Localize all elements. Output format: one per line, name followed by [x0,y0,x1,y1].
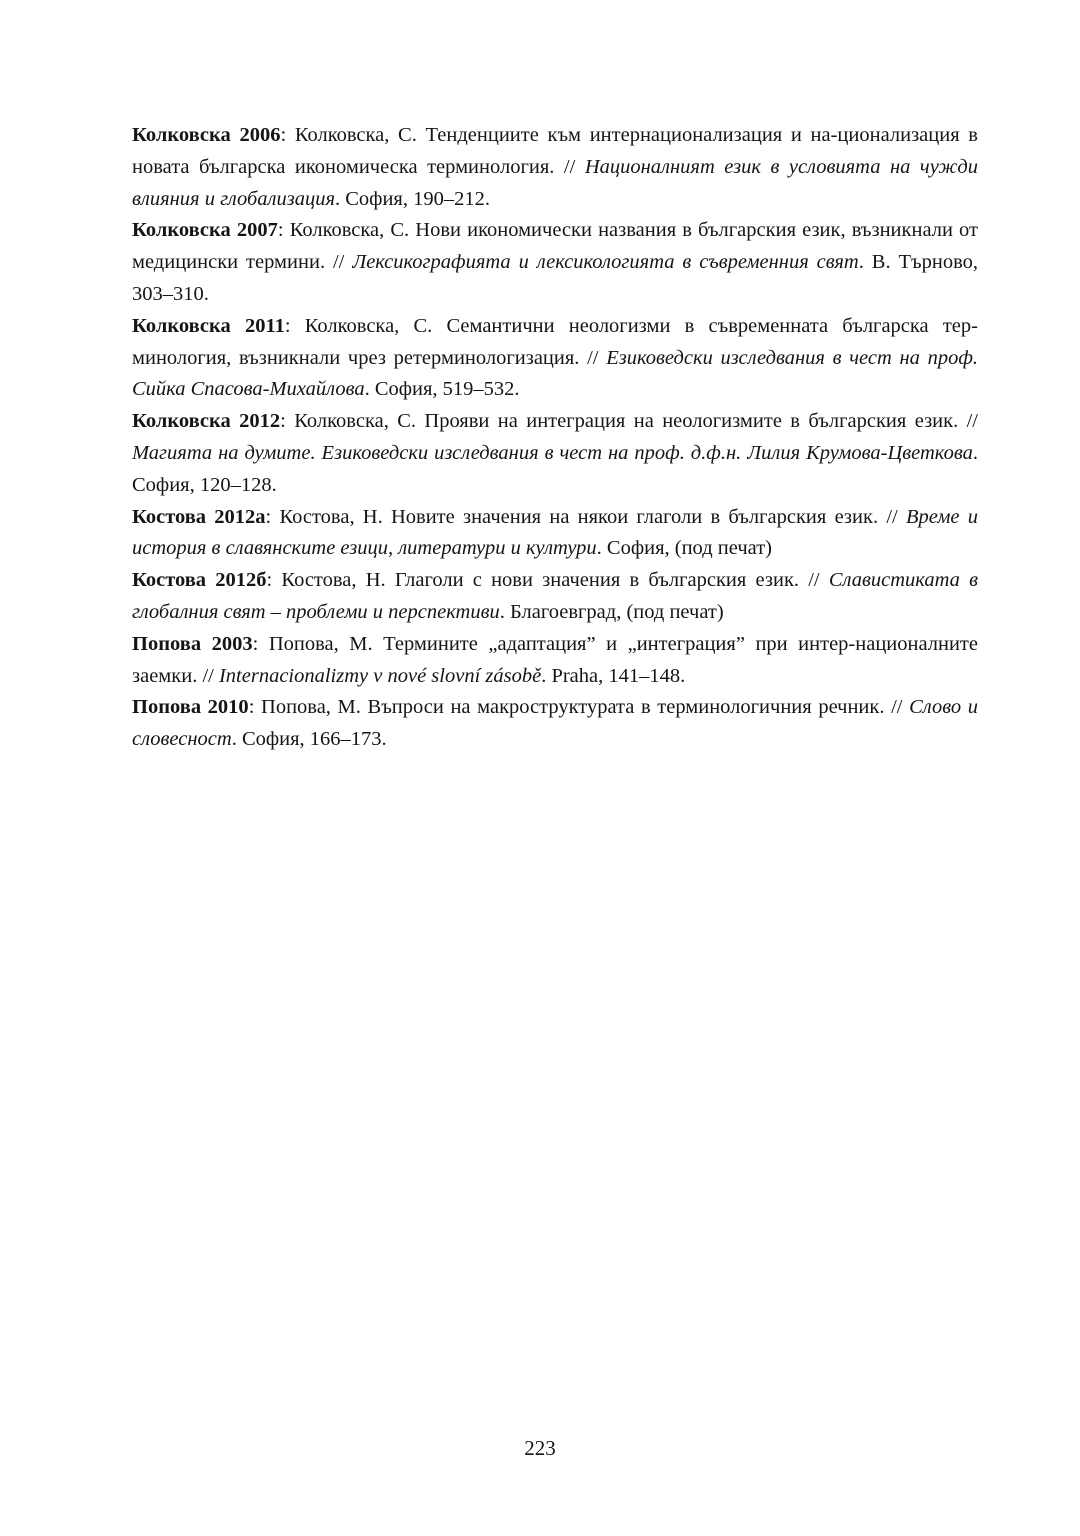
bibliography-entry [132,120,978,215]
entry-title: Езиковедски изследвания в чест на проф. Сийка Спасова-Михайлова [132,346,979,401]
bibliography-entry [132,502,978,566]
entry-tail: . София, (под печат) [596,537,772,560]
entry-tail: . София, 519–532. [364,378,520,401]
entry-key: Попова 2003 [132,632,253,655]
entry-title: Националният език в условията на чужди влияния и глобализация [132,155,978,210]
bibliography-list [132,120,978,756]
bibliography-entry [132,215,978,310]
entry-text: Попова, М. Въпроси на макроструктурата в терминологичния речник. // [261,696,910,719]
entry-key: Попова 2010 [132,696,249,719]
entry-separator: : [248,696,262,719]
entry-key: Колковска 2006 [132,124,281,146]
entry-title: Магията на думите. Езиковедски изследвания в чест на проф. д.ф.н. Лилия Крумова-Цветкова [132,441,973,464]
entry-text: Колковска, С. Тенденциите към интернационализация и на-ционализация в новата българска икономическа терминология. // [132,124,978,178]
bibliography-entry [132,692,978,756]
entry-separator: : [252,632,269,655]
entry-separator: : [284,314,305,337]
entry-separator: : [266,569,282,592]
entry-tail: . София, 190–212. [335,187,490,210]
bibliography-entry [132,629,978,693]
bibliography-entry [132,311,978,406]
page-number: 223 [524,1436,556,1460]
entry-key: Колковска 2011 [132,314,285,337]
entry-text: Колковска, С. Нови икономически названия в българския език, възникнали от медицински термини. // [132,219,978,274]
entry-separator: : [265,505,280,528]
entry-title: Славистиката в глобалния свят – проблеми и перспективи [132,569,978,623]
entry-title: Слово и словесност [132,696,978,751]
entry-text: Костова, Н. Глаголи с нови значения в българския език. // [281,569,829,592]
entry-separator: : [280,410,295,433]
entry-tail: . Praha, 141–148. [541,664,686,687]
entry-separator: : [277,219,290,242]
entry-text: Колковска, С. Прояви на интеграция на неологизмите в българския език. // [294,410,978,433]
entry-separator: : [280,124,295,146]
entry-title: Време и история в славянските езици, литератури и култури [132,505,978,560]
entry-title: Лексикографията и лексикологията в съвременния свят [352,251,859,274]
entry-key: Колковска 2007 [132,219,278,242]
entry-tail: . В. Търново, 303–310. [132,251,979,305]
bibliography-entry [132,406,978,501]
entry-text: Костова, Н. Новите значения на някои глаголи в българския език. // [279,505,906,528]
entry-key: Костова 2012б [132,569,267,592]
entry-tail: . София, 166–173. [231,728,387,751]
entry-tail: . София, 120–128. [132,441,978,496]
entry-tail: . Благоевград, (под печат) [499,600,724,623]
bibliography-entry [132,565,978,629]
entry-text: Колковска, С. Семантични неологизми в съвременната българска тер-минология, възникнали чрез ретерминологизация. // [132,314,978,369]
entry-key: Колковска 2012 [132,410,281,433]
entry-key: Костова 2012а [132,505,266,528]
entry-text: Попова, М. Термините „адаптация” и „интеграция” при интер-националните заемки. // [132,632,978,687]
entry-title: Internacionalizmy v nové slovní zásobě [218,664,542,687]
